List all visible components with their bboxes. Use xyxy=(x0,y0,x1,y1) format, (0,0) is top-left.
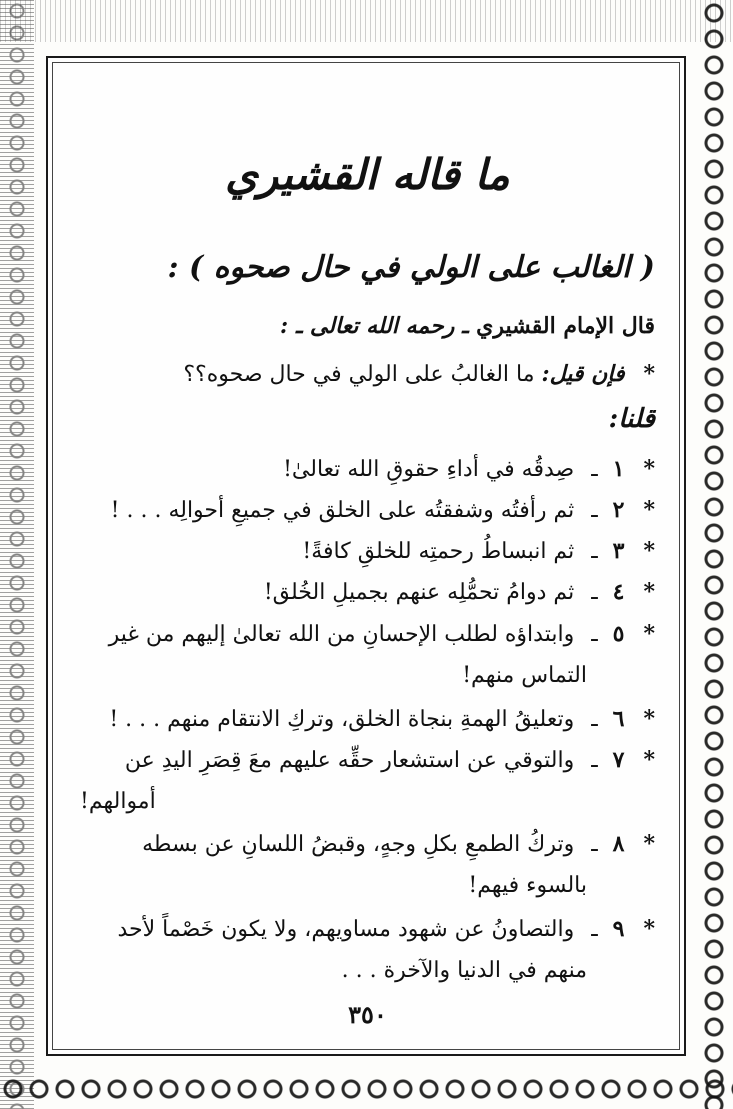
item-continuation: أموالهم! xyxy=(80,789,156,814)
border-ornament-left xyxy=(0,0,34,1109)
asterisk-marker: * xyxy=(643,497,655,523)
item-text: وتعليقُ الهمةِ بنجاة الخلق، وتركِ الانتقام منهم . . . ! xyxy=(109,707,575,732)
item-number: ٥ xyxy=(612,621,625,647)
item-text: ثم رأفتُه وشفقتُه على الخلق في جميعِ أحوالِه . . . ! xyxy=(110,498,575,523)
list-item xyxy=(264,578,655,607)
asterisk-marker: * xyxy=(643,706,655,732)
item-dash: ـ xyxy=(591,707,598,732)
item-dash: ـ xyxy=(591,622,598,647)
asterisk-marker: * xyxy=(643,747,655,773)
list-item xyxy=(111,496,655,525)
item-number: ٤ xyxy=(612,579,625,605)
border-ornament-bottom xyxy=(0,1069,733,1109)
list-item xyxy=(117,915,655,944)
chapter-title: ما قاله القشيري xyxy=(225,150,510,199)
list-item xyxy=(109,705,655,734)
list-item xyxy=(283,455,655,484)
item-text: ثم دوامُ تحمُّلِه عنهم بجميلِ الخُلق! xyxy=(263,580,575,605)
asterisk-marker: * xyxy=(643,456,655,482)
item-number: ٣ xyxy=(612,538,625,564)
item-number: ٢ xyxy=(612,497,625,523)
item-dash: ـ xyxy=(591,917,598,942)
item-number: ٨ xyxy=(612,831,625,857)
page-content xyxy=(80,60,655,1040)
item-text: والتصاونُ عن شهود مساويهم، ولا يكون خَصْماً لأحد xyxy=(117,917,575,942)
list-item xyxy=(125,746,655,775)
asterisk-marker: * xyxy=(643,579,655,605)
item-text: وتركُ الطمعِ بكلِ وجهٍ، وقبضُ اللسانِ عن بسطه xyxy=(142,832,575,857)
item-dash: ـ xyxy=(591,457,598,482)
item-dash: ـ xyxy=(591,498,598,523)
item-number: ١ xyxy=(612,456,625,482)
border-ornament-top xyxy=(0,0,733,42)
item-number: ٩ xyxy=(612,916,625,942)
intro-honorific: ـ رحمه الله تعالى ـ : xyxy=(280,313,469,339)
asterisk-marker: * xyxy=(643,361,655,387)
list-item xyxy=(109,620,655,649)
asterisk-marker: * xyxy=(643,831,655,857)
question-lead: فإن قيل: xyxy=(541,361,625,387)
question-text: ما الغالبُ على الولي في حال صحوه؟؟ xyxy=(183,362,535,387)
intro-line xyxy=(280,312,655,340)
item-text: وابتداؤه لطلب الإحسانِ من الله تعالىٰ إليهم من غير xyxy=(108,622,575,647)
item-continuation: بالسوء فيهم! xyxy=(468,873,587,898)
list-item xyxy=(142,830,655,859)
item-continuation: التماس منهم! xyxy=(462,663,587,688)
item-dash: ـ xyxy=(591,748,598,773)
asterisk-marker: * xyxy=(643,916,655,942)
intro-speaker: قال الإمام القشيري xyxy=(476,313,655,339)
answer-heading: قلنا: xyxy=(608,404,655,434)
item-number: ٧ xyxy=(612,747,625,773)
item-text: ثم انبساطُ رحمتِه للخلقِ كافةً! xyxy=(302,539,575,564)
item-number: ٦ xyxy=(612,706,625,732)
asterisk-marker: * xyxy=(643,538,655,564)
item-continuation: منهم في الدنيا والآخرة . . . xyxy=(341,958,587,983)
asterisk-marker: * xyxy=(643,621,655,647)
border-ornament-right xyxy=(695,0,733,1109)
page-number: ٣٥٠ xyxy=(348,1000,387,1029)
item-dash: ـ xyxy=(591,539,598,564)
item-text: والتوقي عن استشعار حقِّه عليهم معَ قِصَرِ اليدِ عن xyxy=(124,748,575,773)
question-line xyxy=(183,360,655,389)
item-text: صِدقُه في أداءِ حقوقِ الله تعالىٰ! xyxy=(283,457,575,482)
list-item xyxy=(302,537,655,566)
item-dash: ـ xyxy=(591,580,598,605)
item-dash: ـ xyxy=(591,832,598,857)
section-subtitle: ( الغالب على الولي في حال صحوه ) : xyxy=(167,250,655,285)
